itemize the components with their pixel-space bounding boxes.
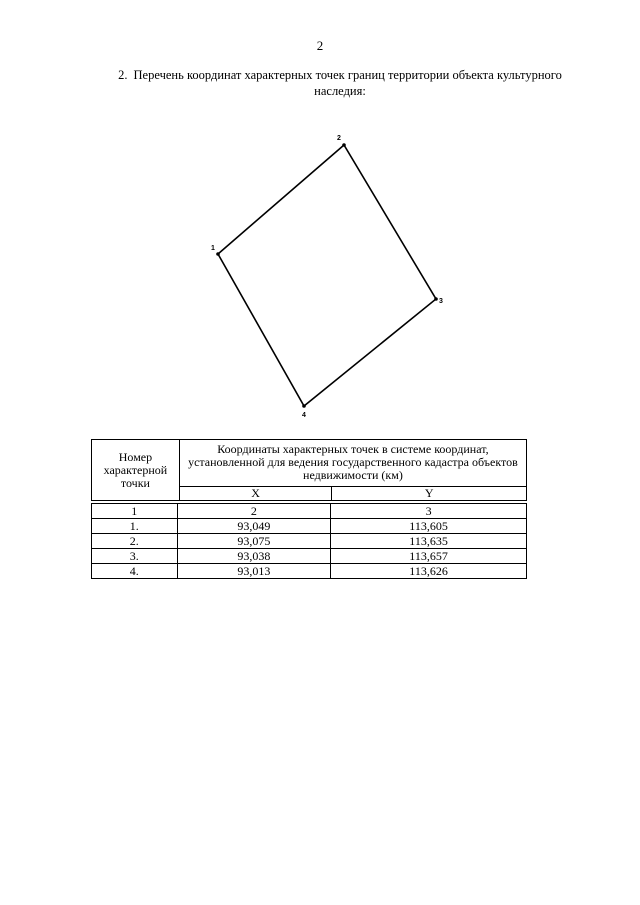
x-cell: 93,049 (177, 519, 331, 534)
point-number-cell: 3. (92, 549, 178, 564)
point-label-3: 3 (439, 298, 443, 305)
point-label-1: 1 (211, 245, 215, 252)
y-cell: 113,657 (331, 549, 527, 564)
boundary-polygon (218, 145, 436, 406)
boundary-point-4 (302, 404, 306, 408)
index-cell: 3 (331, 504, 527, 519)
coordinates-table (91, 503, 527, 579)
y-cell: 113,626 (331, 564, 527, 579)
point-label-2: 2 (337, 135, 341, 142)
table-row (92, 549, 527, 564)
x-cell: 93,075 (177, 534, 331, 549)
x-cell: 93,013 (177, 564, 331, 579)
coordinates-table-header (91, 439, 527, 501)
y-cell: 113,635 (331, 534, 527, 549)
x-cell: 93,038 (177, 549, 331, 564)
table-row (92, 519, 527, 534)
boundary-point-3 (434, 297, 438, 301)
index-cell: 2 (177, 504, 331, 519)
table-row (92, 534, 527, 549)
index-cell: 1 (92, 504, 178, 519)
boundary-point-2 (342, 143, 346, 147)
boundary-point-1 (216, 252, 220, 256)
point-label-4: 4 (302, 412, 306, 419)
point-number-cell: 4. (92, 564, 178, 579)
y-cell: 113,605 (331, 519, 527, 534)
section-number: 2. (118, 68, 128, 82)
header-coordinates: Координаты характерных точек в системе координат, установленной для ведения государственного кадастра объектов недвижимости (км) (179, 440, 526, 487)
point-number-cell: 1. (92, 519, 178, 534)
header-x: X (179, 486, 332, 500)
table-row (92, 564, 527, 579)
page-number: 2 (316, 38, 324, 53)
section-title: Перечень координат характерных точек границ территории объекта культурного наследия: (133, 68, 562, 98)
point-number-cell: 2. (92, 534, 178, 549)
table-index-row (92, 504, 527, 519)
header-y: Y (332, 486, 527, 500)
header-point-number: Номер характерной точки (92, 440, 180, 501)
